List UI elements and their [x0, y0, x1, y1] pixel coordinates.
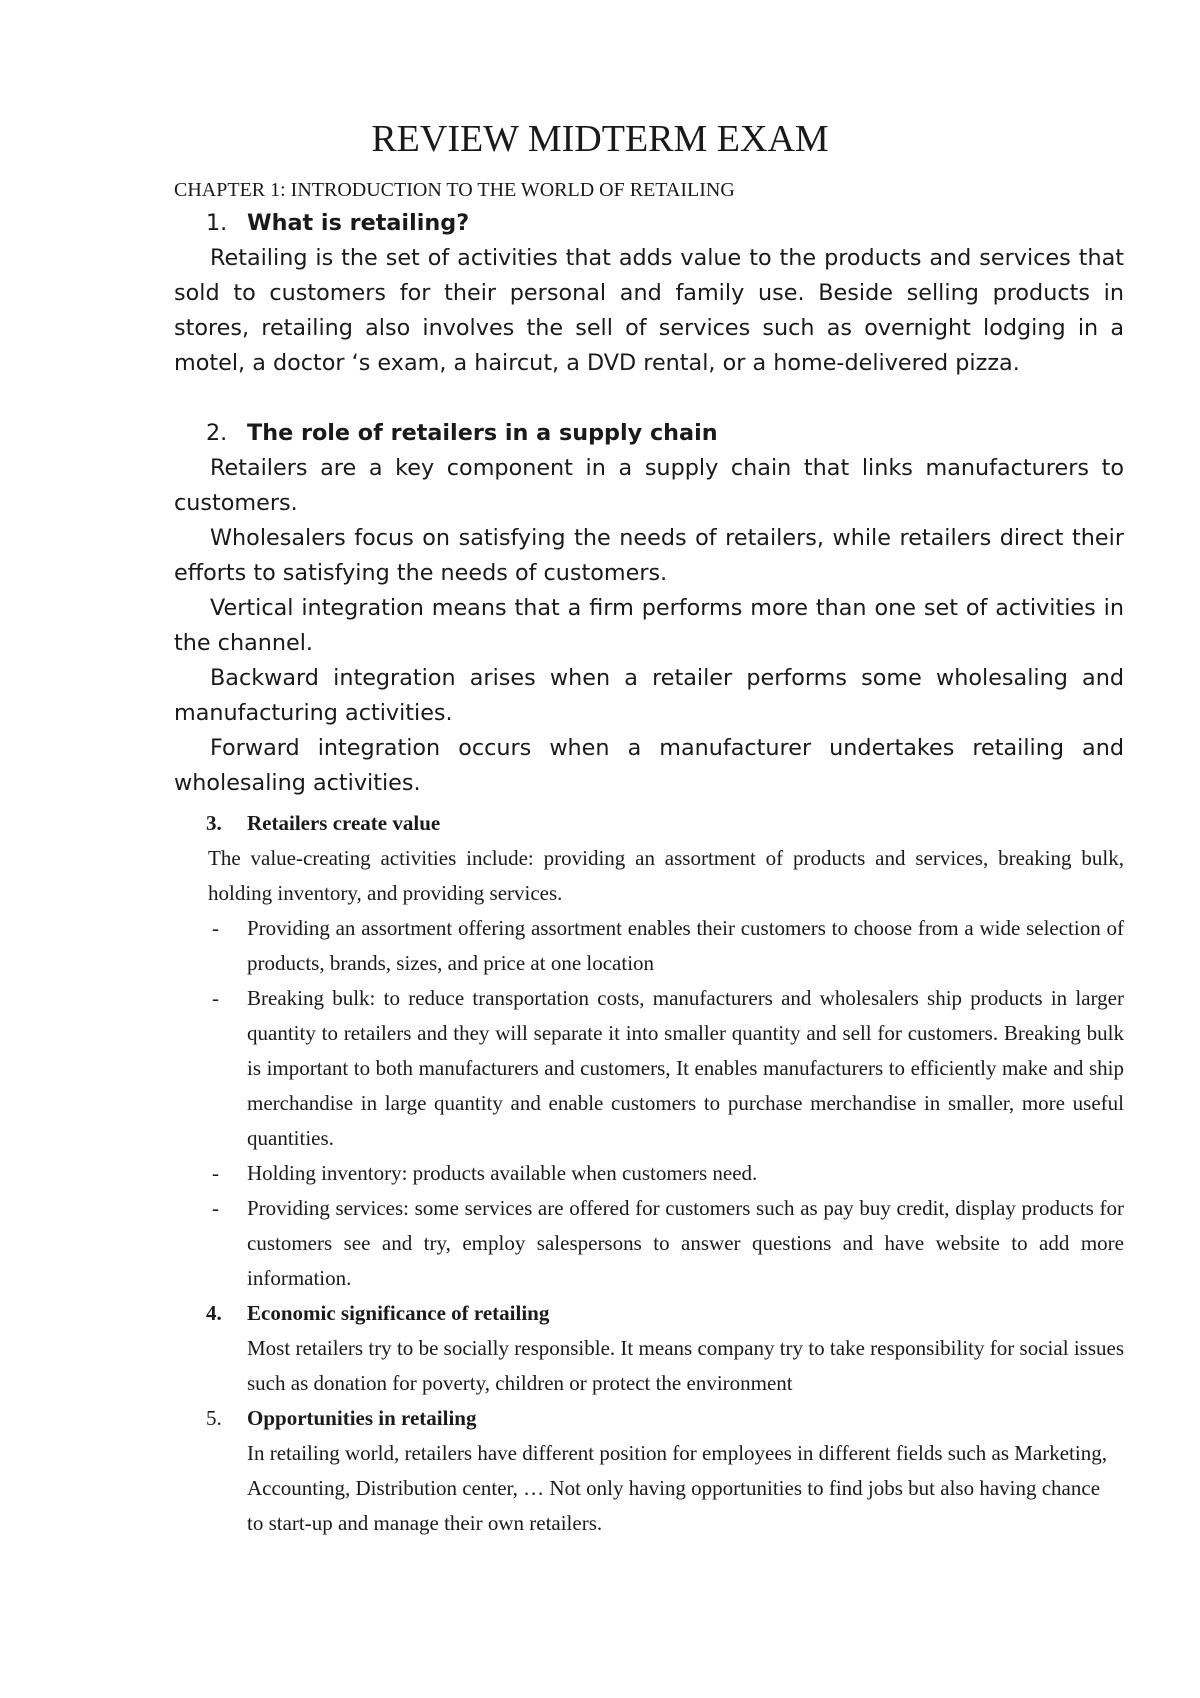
bullet-marker: - [212, 916, 219, 940]
document-title: REVIEW MIDTERM EXAM [371, 118, 829, 160]
section-paragraph: Retailers are a key component in a supply chain that links manufacturers to customers. [174, 455, 1124, 516]
bullet-marker: - [212, 1161, 219, 1185]
section-paragraph: Forward integration occurs when a manufacturer undertakes retailing and wholesaling activities. [174, 735, 1124, 796]
bullet-item: Holding inventory: products available when customers need. [247, 1161, 758, 1185]
section-paragraph: Wholesalers focus on satisfying the needs of retailers, while retailers direct their efforts to satisfying the needs of customers. [174, 525, 1124, 586]
bullet-marker: - [212, 986, 219, 1010]
section-paragraph: Retailing is the set of activities that adds value to the products and services that sold to customers for their personal and family use. Beside selling products in stores, retailing also involves the sell of services such as overnight lodging in a motel, a doctor ‘s exam, a haircut, a DVD rental, or a home-delivered pizza. [174, 245, 1124, 376]
section-paragraph: Most retailers try to be socially responsible. It means company try to take responsibility for social issues such as donation for poverty, children or protect the environment [247, 1336, 1124, 1395]
bullet-item: Providing services: some services are offered for customers such as pay buy credit, display products for customers see and try, employ salespersons to answer questions and have website to add more information. [247, 1196, 1124, 1290]
section-heading: Retailers create value [247, 811, 441, 835]
section-number: 4. [206, 1301, 222, 1325]
section-heading: Economic significance of retailing [247, 1301, 550, 1325]
bullet-item: Breaking bulk: to reduce transportation costs, manufacturers and wholesalers ship products in larger quantity to retailers and they will separate it into smaller quantity and sell for customers. Breaking bulk is important to both manufacturers and customers, It enables manufacturers to efficiently make and ship merchandise in large quantity and enable customers to purchase merchandise in smaller, more useful quantities. [247, 986, 1124, 1150]
section-paragraph: In retailing world, retailers have different position for employees in different fields such as Marketing, Accounting, Distribution center, … Not only having opportunities to find jobs but also having chance to start-up and manage their own retailers. [247, 1441, 1107, 1535]
section-number: 5. [206, 1406, 222, 1430]
section-heading: Opportunities in retailing [247, 1406, 477, 1430]
section-paragraph: Backward integration arises when a retailer performs some wholesaling and manufacturing activities. [174, 665, 1124, 726]
chapter-heading: CHAPTER 1: INTRODUCTION TO THE WORLD OF RETAILING [174, 179, 735, 201]
section-paragraph: Vertical integration means that a firm performs more than one set of activities in the channel. [174, 595, 1124, 656]
section-heading: What is retailing? [247, 210, 470, 236]
section-number: 1. [206, 210, 228, 236]
bullet-marker: - [212, 1196, 219, 1220]
section-heading: The role of retailers in a supply chain [247, 420, 718, 446]
section-intro: The value-creating activities include: providing an assortment of products and services, breaking bulk, holding inventory, and providing services. [208, 846, 1124, 905]
section-number: 2. [206, 420, 228, 446]
section-number: 3. [206, 811, 222, 835]
bullet-item: Providing an assortment offering assortment enables their customers to choose from a wide selection of products, brands, sizes, and price at one location [247, 916, 1124, 975]
